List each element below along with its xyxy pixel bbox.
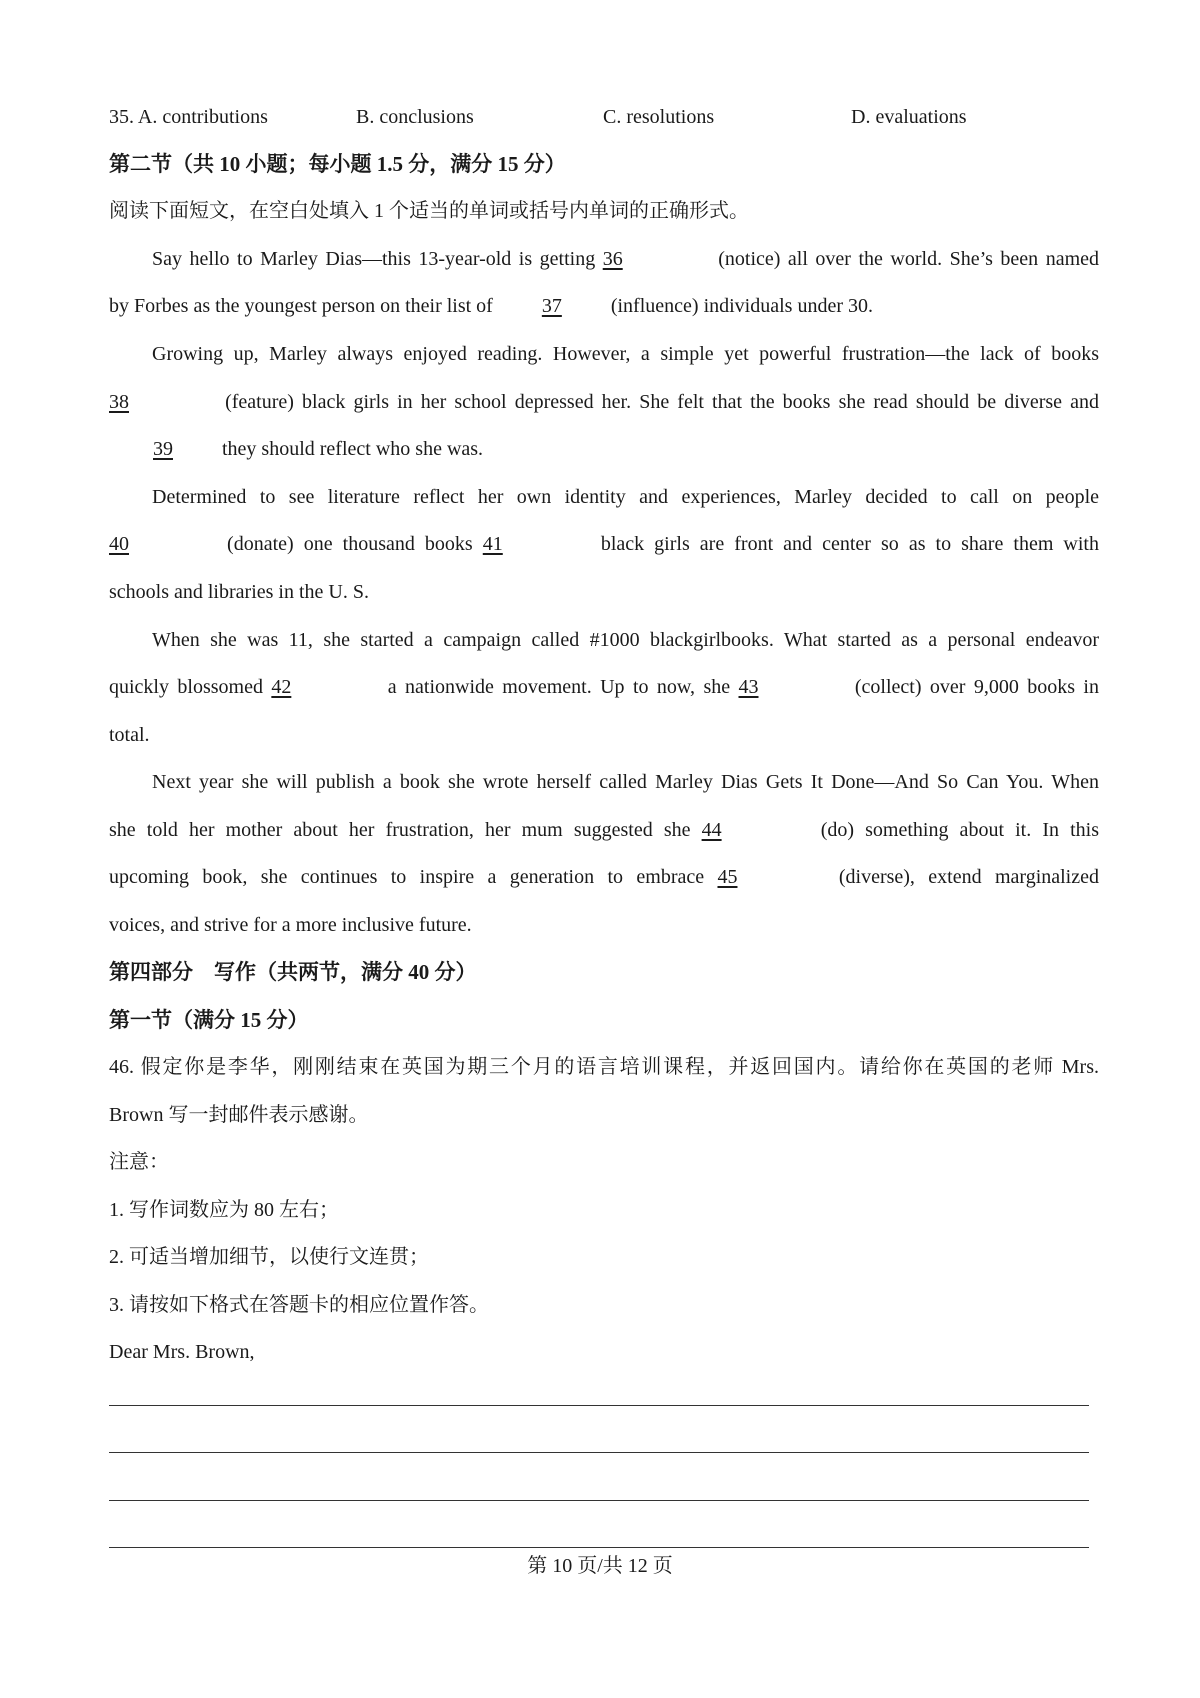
passage-text: (diverse), extend marginalized bbox=[825, 866, 1099, 888]
part4-section1-title: 第一节（满分 15 分） bbox=[109, 1008, 309, 1032]
note-item-1: 1. 写作词数应为 80 左右； bbox=[109, 1199, 339, 1221]
passage-text: a nationwide movement. Up to now, she bbox=[379, 676, 739, 698]
passage-text: black girls are front and center so as to share them with bbox=[590, 533, 1099, 555]
passage-line: When she was 11, she started a campaign called #1000 blackgirlbooks. What started as a personal endeavor bbox=[152, 629, 1099, 651]
q35-option-d: D. evaluations bbox=[851, 106, 967, 128]
passage-line bbox=[109, 531, 1099, 557]
blank-43[interactable]: 43 bbox=[738, 676, 759, 698]
passage-line: total. bbox=[109, 724, 150, 746]
blank-41[interactable]: 41 bbox=[482, 533, 503, 555]
passage-line: schools and libraries in the U. S. bbox=[109, 581, 369, 603]
passage-text: (notice) all over the world. She’s been named bbox=[710, 248, 1100, 270]
blank-38[interactable]: 38 bbox=[109, 391, 129, 413]
passage-text: (collect) over 9,000 books in bbox=[846, 676, 1099, 698]
blank-36[interactable]: 36 bbox=[602, 248, 623, 270]
passage-line bbox=[109, 864, 1099, 890]
passage-text: (feature) black girls in her school depressed her. She felt that the books she read should be diverse and bbox=[217, 391, 1099, 413]
note-item-3: 3. 请按如下格式在答题卡的相应位置作答。 bbox=[109, 1294, 489, 1316]
blank-42[interactable]: 42 bbox=[271, 676, 292, 698]
passage-text: (do) something about it. In this bbox=[809, 819, 1099, 841]
passage-line bbox=[109, 389, 1099, 415]
passage-text: Say hello to Marley Dias—this 13-year-old is getting bbox=[152, 248, 603, 270]
passage-line bbox=[152, 246, 1099, 272]
passage-text: by Forbes as the youngest person on their list of bbox=[109, 295, 498, 317]
answer-line[interactable] bbox=[109, 1500, 1089, 1501]
q35-option-c: C. resolutions bbox=[603, 106, 715, 128]
note-item-2: 2. 可适当增加细节，以使行文连贯； bbox=[109, 1246, 429, 1268]
passage-text: she told her mother about her frustration, her mum suggested she bbox=[109, 819, 702, 841]
blank-44[interactable]: 44 bbox=[701, 819, 722, 841]
q46-prompt-line1: 46. 假定你是李华，刚刚结束在英国为期三个月的语言培训课程，并返回国内。请给你在英国的老师 Mrs. bbox=[109, 1056, 1099, 1078]
letter-salutation: Dear Mrs. Brown, bbox=[109, 1341, 255, 1363]
part4-title: 第四部分 写作（共两节，满分 40 分） bbox=[109, 960, 477, 984]
passage-text: (donate) one thousand books bbox=[217, 533, 483, 555]
answer-line[interactable] bbox=[109, 1452, 1089, 1453]
passage-line: Determined to see literature reflect her own identity and experiences, Marley decided to call on people bbox=[152, 486, 1099, 508]
blank-39[interactable]: 39 bbox=[153, 438, 173, 460]
page-footer: 第 10 页/共 12 页 bbox=[527, 1555, 673, 1577]
q46-prompt-line2: Brown 写一封邮件表示感谢。 bbox=[109, 1104, 369, 1126]
answer-line[interactable] bbox=[109, 1405, 1089, 1406]
passage-text: they should reflect who she was. bbox=[217, 438, 484, 460]
q35-option-b: B. conclusions bbox=[356, 106, 474, 128]
note-label: 注意： bbox=[109, 1151, 169, 1173]
passage-line: voices, and strive for a more inclusive future. bbox=[109, 914, 472, 936]
answer-line[interactable] bbox=[109, 1547, 1089, 1548]
passage-text: quickly blossomed bbox=[109, 676, 272, 698]
passage-line bbox=[109, 436, 1099, 462]
passage-line bbox=[109, 293, 1099, 319]
blank-45[interactable]: 45 bbox=[717, 866, 738, 888]
passage-text: (influence) individuals under 30. bbox=[605, 295, 873, 317]
blank-37[interactable]: 37 bbox=[541, 295, 562, 317]
section2-instruction: 阅读下面短文，在空白处填入 1 个适当的单词或括号内单词的正确形式。 bbox=[109, 200, 749, 222]
q35-option-a: 35. A. contributions bbox=[109, 106, 268, 128]
passage-line: Growing up, Marley always enjoyed reading. However, a simple yet powerful frustration—the lack of books bbox=[152, 343, 1099, 365]
passage-line bbox=[109, 674, 1099, 700]
section2-title: 第二节（共 10 小题；每小题 1.5 分，满分 15 分） bbox=[109, 152, 566, 176]
passage-text: upcoming book, she continues to inspire a generation to embrace bbox=[109, 866, 718, 888]
blank-40[interactable]: 40 bbox=[109, 533, 129, 555]
passage-line: Next year she will publish a book she wrote herself called Marley Dias Gets It Done—And So Can You. When bbox=[152, 771, 1099, 793]
passage-line bbox=[109, 817, 1099, 843]
